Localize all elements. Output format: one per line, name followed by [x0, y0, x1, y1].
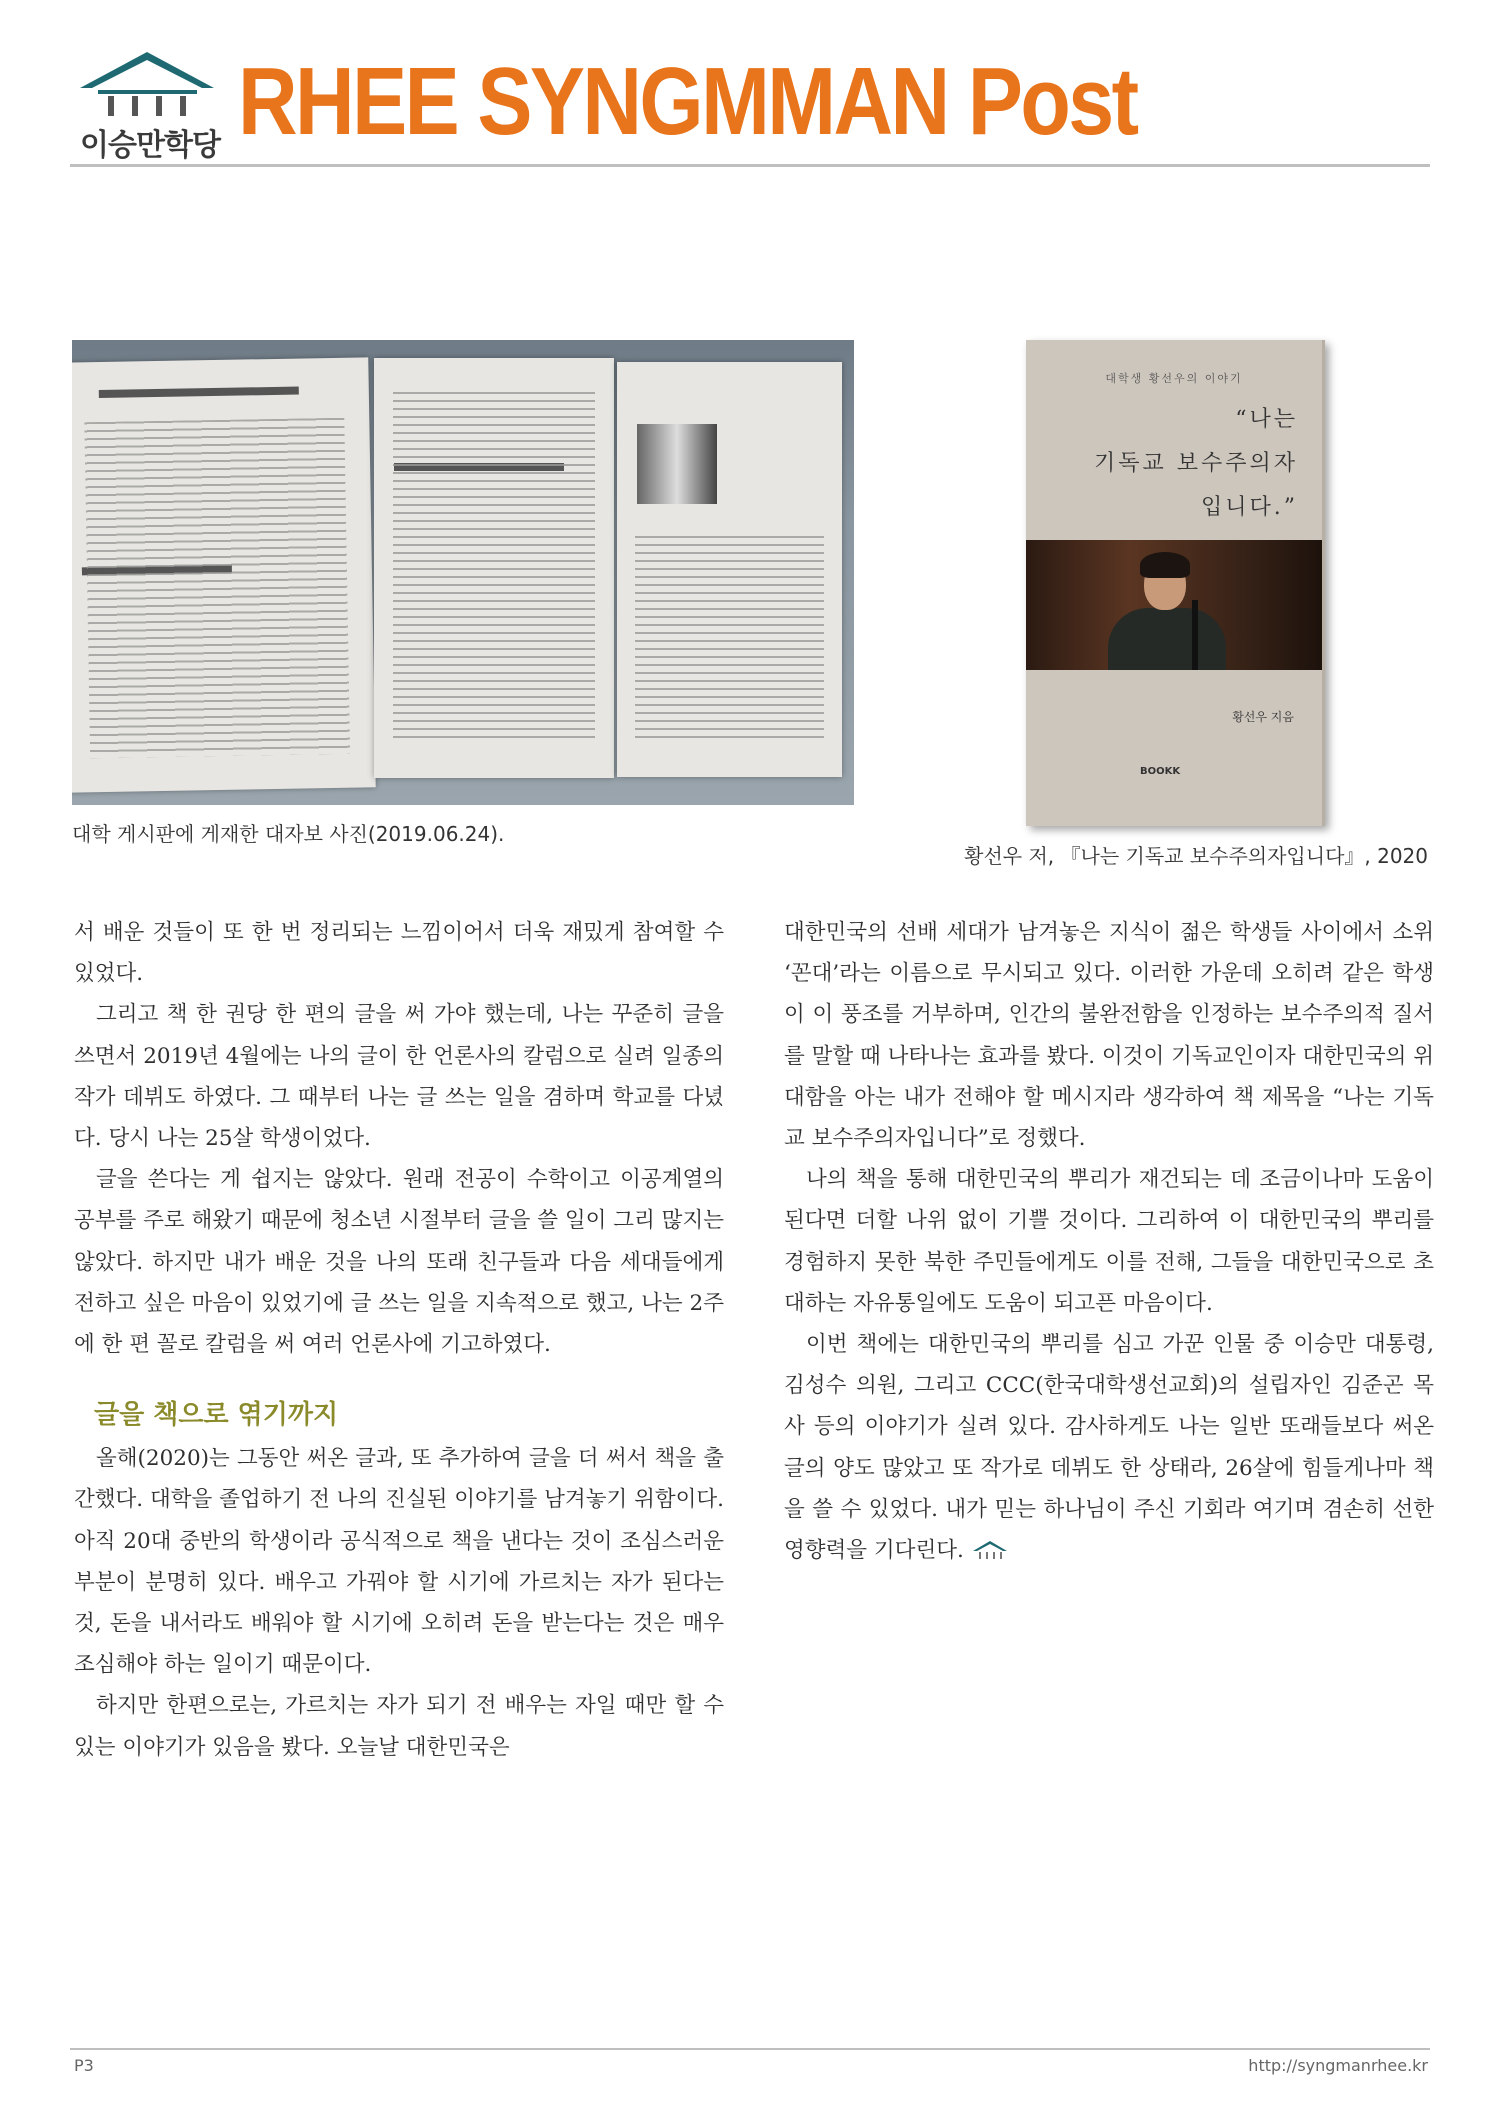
- book-cover-photo: [1026, 540, 1322, 670]
- poster-sheet-left: [72, 357, 376, 792]
- page-header: [70, 48, 1430, 166]
- paragraph: 대한민국의 선배 세대가 남겨놓은 지식이 젊은 학생들 사이에서 소위 ‘꼰대’라는 이름으로 무시되고 있다. 이러한 가운데 오히려 같은 학생이 이 풍조를 거부하며, 인간의 불완전함을 인정하는 보수주의적 질서를 말할 때 나타나는 효과를 봤다. 이것이 기독교인이자 대한민국의 위대함을 아는 내가 전해야 할 메시지라 생각하여 책 제목을 “나는 기독교 보수주의자입니다”로 정했다.: [784, 920, 1434, 1152]
- paragraph: 그리고 책 한 권당 한 편의 글을 써 가야 했는데, 나는 꾸준히 글을 쓰면서 2019년 4월에는 나의 글이 한 언론사의 칼럼으로 실려 일종의 작가 데뷔도 하였다. 그 때부터 나는 글 쓰는 일을 겸하며 학교를 다녔다. 당시 나는 25살 학생이었다.: [74, 1002, 724, 1152]
- paragraph: [784, 1324, 1434, 1571]
- paragraph: 하지만 한편으로는, 가르치는 자가 되기 전 배우는 자일 때만 할 수 있는 이야기가 있음을 봤다. 오늘날 대한민국은: [74, 1693, 724, 1760]
- book-title-line: 입니다.”: [1201, 495, 1298, 520]
- book-title-line: 기독교 보수주의자: [1093, 451, 1298, 476]
- paragraph: 나의 책을 통해 대한민국의 뿌리가 재건되는 데 조금이나마 도움이 된다면 더할 나위 없이 기쁠 것이다. 그리하여 이 대한민국의 뿌리를 경험하지 못한 북한 주민들에게도 이를 전해, 그들을 대한민국으로 초대하는 자유통일에도 도움이 되고픈 마음이다.: [784, 1167, 1434, 1316]
- masthead-title: RHEE SYNGMMAN Post: [238, 48, 1137, 155]
- footer-divider: [70, 2048, 1430, 2050]
- poster-sheet-middle: [374, 358, 614, 778]
- book-title-line: “나는: [1235, 407, 1298, 432]
- paragraph-text: 이번 책에는 대한민국의 뿌리를 심고 가꾼 인물 중 이승만 대통령, 김성수 의원, 그리고 CCC(한국대학생선교회)의 설립자인 김준곤 목사 등의 이야기가 실려 있다. 감사하게도 나는 일반 또래들보다 써온 글의 양도 많았고 또 작가로 데뷔도 한 상태라, 26살에 힘들게나마 책을 쓸 수 있었다. 내가 믿는 하나님이 주신 기회라 여기며 겸손히 선한 영향력을 기다린다.: [784, 1332, 1434, 1564]
- site-url: http://syngmanrhee.kr: [1248, 2056, 1428, 2075]
- left-column: [74, 912, 724, 1768]
- book-cover: [1026, 340, 1325, 826]
- header-divider: [70, 164, 1430, 167]
- right-column: [784, 912, 1434, 1571]
- house-logo-icon: [70, 48, 225, 120]
- paragraph: 서 배운 것들이 또 한 번 정리되는 느낌이어서 더욱 재밌게 참여할 수 있었다.: [74, 920, 724, 987]
- book-publisher: BOOKK: [1140, 766, 1181, 777]
- end-house-icon: [970, 1540, 1010, 1562]
- book-series: 대학생 황선우의 이야기: [1105, 372, 1243, 385]
- figure1-caption: 대학 게시판에 게재한 대자보 사진(2019.06.24).: [72, 822, 505, 846]
- poster-sheet-right: [617, 362, 842, 777]
- paragraph: 올해(2020)는 그동안 써온 글과, 또 추가하여 글을 더 써서 책을 출간했다. 대학을 졸업하기 전 나의 진실된 이야기를 남겨놓기 위함이다. 아직 20대 중반의 학생이라 공식적으로 책을 낸다는 것이 조심스러운 부분이 분명히 있다. 배우고 가꿔야 할 시기에 가르치는 자가 된다는 것, 돈을 내서라도 배워야 할 시기에 오히려 돈을 받는다는 것은 매우 조심해야 하는 일이기 때문이다.: [74, 1446, 724, 1678]
- book-title: [1094, 398, 1298, 530]
- section-heading: 글을 책으로 엮기까지: [94, 1400, 339, 1431]
- logo: [70, 48, 225, 163]
- book-author: 황선우 지음: [1232, 710, 1294, 724]
- figure2-caption: 황선우 저, 『나는 기독교 보수주의자입니다』, 2020: [964, 844, 1428, 868]
- poster-photo: [72, 340, 854, 805]
- logo-text: 이승만학당: [80, 128, 220, 163]
- page-number: P3: [74, 2056, 94, 2075]
- paragraph: 글을 쓴다는 게 쉽지는 않았다. 원래 전공이 수학이고 이공계열의 공부를 주로 해왔기 때문에 청소년 시절부터 글을 쓸 일이 그리 많지는 않았다. 하지만 내가 배운 것을 나의 또래 친구들과 다음 세대들에게 전하고 싶은 마음이 있었기에 글 쓰는 일을 지속적으로 했고, 나는 2주에 한 편 꼴로 칼럼을 써 여러 언론사에 기고하였다.: [74, 1167, 724, 1358]
